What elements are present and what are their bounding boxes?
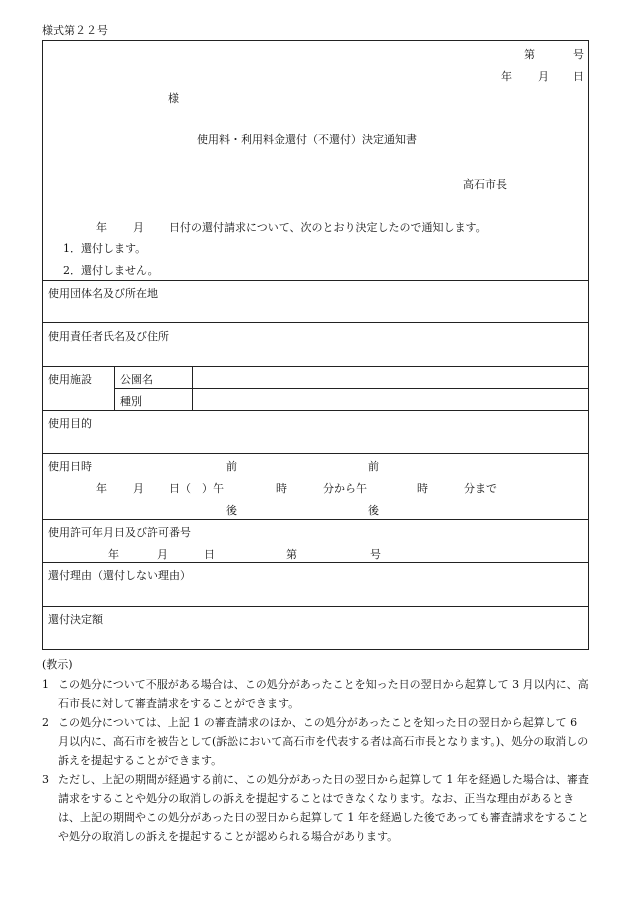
label-org: 使用団体名及び所在地 [48,287,158,300]
dt-min-from: 分から午 [323,482,367,495]
row-divider [42,366,589,367]
date-year: 年 [501,70,512,83]
permit-dai: 第 [286,548,297,561]
dt-hour-1: 時 [276,482,287,495]
label-reason: 還付理由（還付しない理由） [48,569,191,582]
notes-list [42,675,590,846]
dt-hour-2: 時 [417,482,428,495]
note-text: この処分について不服がある場合は、この処分があったことを知った日の翌日から起算して 3 月以内に、高石市長に対して審査請求をすることができます。 [58,678,589,710]
label-permit: 使用許可年月日及び許可番号 [48,526,191,539]
intro-month: 月 [133,221,144,234]
permit-year: 年 [108,548,119,561]
label-park-name: 公園名 [120,373,153,386]
intro-text: 日付の還付請求について、次のとおり決定したので通知します。 [169,221,487,234]
number-dai: 第 [524,48,535,61]
note-text: ただし、上記の期間が経過する前に、この処分があった日の翌日から起算して 1 年を経過した場合は、審査請求をすることや処分の取消しの訴えを提起することはできなくなります。なお、正当な理由があるときは、上記の期間やこの処分があった日の翌日から起算して 1 年を経過した後であっても審査請求をすることや処分の取消しの訴えを提起することが認められる場合があります。 [58,773,589,843]
dt-year: 年 [96,482,107,495]
am-pm-after-1: 後 [226,504,237,517]
permit-month: 月 [157,548,168,561]
dt-month: 月 [133,482,144,495]
note-number: 1 [42,678,49,691]
am-pm-before-1: 前 [226,460,237,473]
label-amount: 還付決定額 [48,613,103,626]
note-item [42,713,590,770]
col-divider [114,366,115,410]
col-divider [192,366,193,410]
permit-day: 日 [204,548,215,561]
document-title: 使用料・利用料金還付（不還付）決定通知書 [197,133,417,146]
option-no-refund: 2．還付しません。 [63,264,159,277]
note-number: 3 [42,773,49,786]
permit-go: 号 [370,548,381,561]
recipient-sama: 様 [168,92,179,105]
note-number: 2 [42,716,49,729]
row-divider [42,280,589,281]
dt-min-to: 分まで [464,482,497,495]
number-go: 号 [573,48,584,61]
date-day: 日 [573,70,584,83]
label-category: 種別 [120,395,142,408]
label-purpose: 使用目的 [48,417,92,430]
note-text: この処分については、上記 1 の審査請求のほか、この処分があったことを知った日の翌日から起算して 6 月以内に、高石市を被告として(訴訟において高石市を代表する者は高石市長となります。)、処分の取消しの訴えを提起することができます。 [58,716,589,767]
date-month: 月 [538,70,549,83]
note-item [42,675,590,713]
row-divider [42,453,589,454]
issuer: 高石市長 [463,178,507,191]
row-divider [42,410,589,411]
row-divider [42,606,589,607]
dt-day-weekday: 日（ ）午 [169,482,224,495]
notes-heading: (教示) [42,658,73,671]
am-pm-after-2: 後 [368,504,379,517]
intro-year: 年 [96,221,107,234]
option-refund: 1．還付します。 [63,242,147,255]
note-item [42,770,590,846]
label-datetime: 使用日時 [48,460,92,473]
label-facility: 使用施設 [48,373,92,386]
row-divider [42,322,589,323]
form-number: 様式第２２号 [42,24,108,37]
row-divider [42,519,589,520]
am-pm-before-2: 前 [368,460,379,473]
row-divider [42,562,589,563]
row-divider [114,388,589,389]
label-responsible: 使用責任者氏名及び住所 [48,330,169,343]
